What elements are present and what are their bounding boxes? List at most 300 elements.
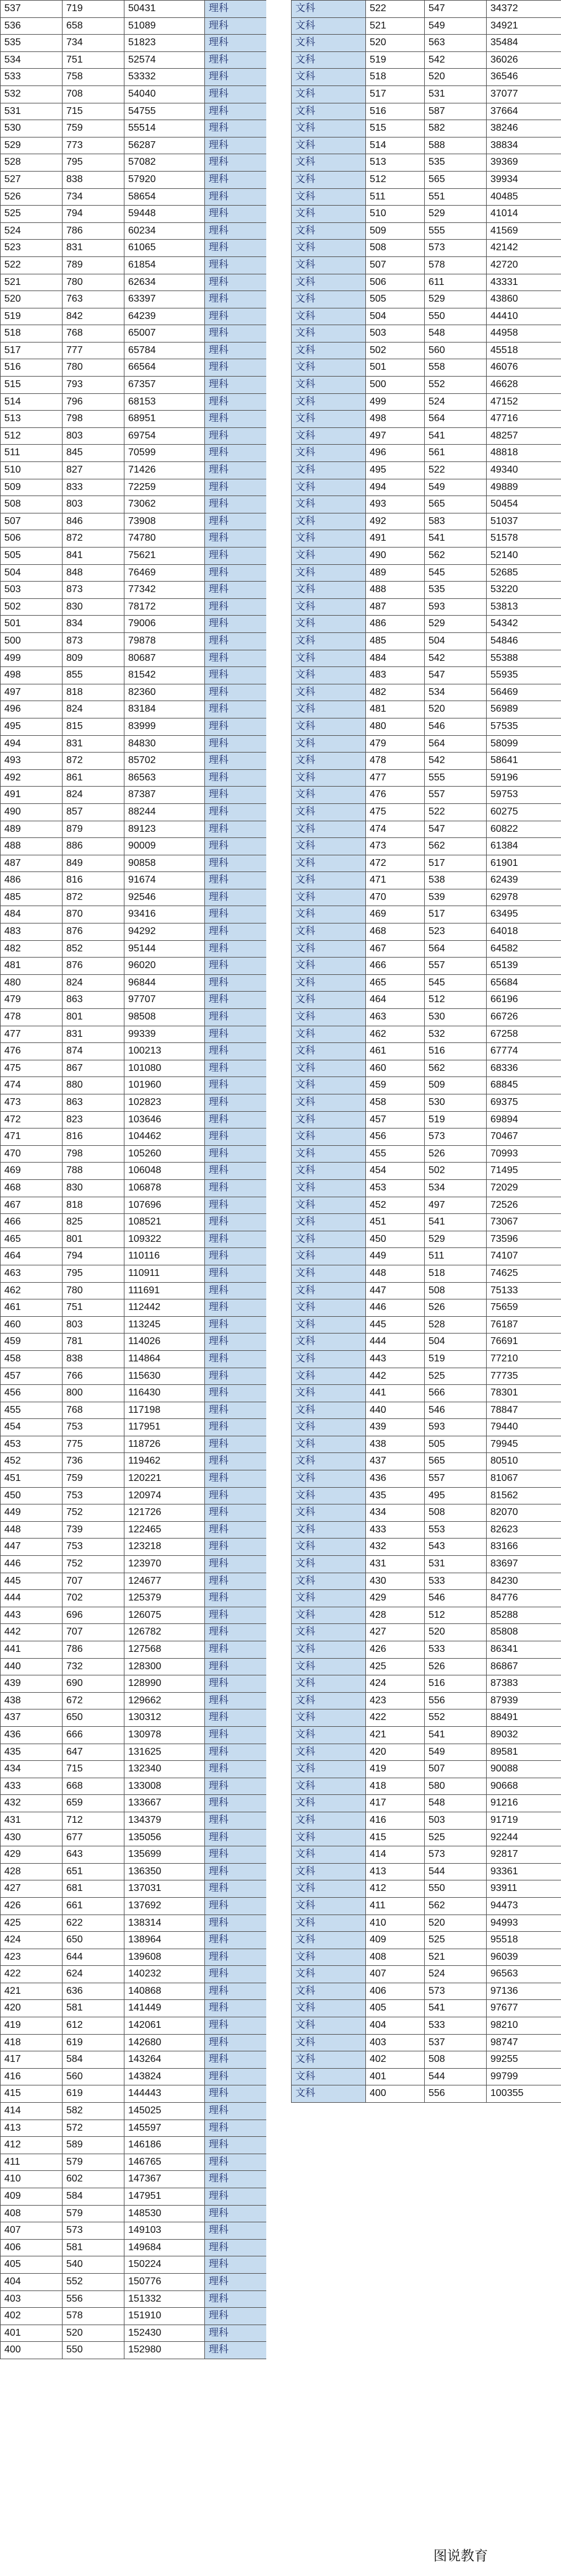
table-cell: 415 <box>1 2085 63 2103</box>
table-cell: 71426 <box>124 462 205 479</box>
table-row <box>292 1504 561 1522</box>
table-cell: 551 <box>425 188 487 206</box>
table-cell: 427 <box>366 1624 425 1641</box>
table-cell: 876 <box>63 958 124 975</box>
table-cell: 125379 <box>124 1590 205 1607</box>
table-row <box>1 598 267 616</box>
table-cell: 707 <box>63 1573 124 1590</box>
track-cell: 文科 <box>292 1197 366 1214</box>
table-cell: 533 <box>1 69 63 86</box>
table-cell: 789 <box>63 256 124 274</box>
table-cell: 96020 <box>124 958 205 975</box>
table-cell: 831 <box>63 735 124 753</box>
track-cell: 文科 <box>292 1624 366 1641</box>
table-row <box>292 1077 561 1094</box>
track-cell: 理科 <box>205 1385 267 1402</box>
table-cell: 557 <box>425 1470 487 1488</box>
table-cell: 146765 <box>124 2154 205 2171</box>
table-cell: 143264 <box>124 2051 205 2069</box>
table-row <box>292 1470 561 1488</box>
table-cell: 584 <box>63 2188 124 2206</box>
table-row <box>1 2051 267 2069</box>
table-cell: 150776 <box>124 2273 205 2290</box>
table-cell: 81542 <box>124 667 205 684</box>
table-cell: 565 <box>425 171 487 188</box>
table-cell: 426 <box>366 1641 425 1659</box>
table-cell: 37664 <box>487 103 561 120</box>
track-cell: 理科 <box>205 684 267 701</box>
table-cell: 484 <box>1 906 63 923</box>
table-row <box>1 2000 267 2017</box>
table-cell: 439 <box>1 1675 63 1693</box>
table-cell: 512 <box>425 992 487 1009</box>
table-row <box>1 1470 267 1488</box>
table-cell: 441 <box>366 1385 425 1402</box>
track-cell: 理科 <box>205 103 267 120</box>
table-cell: 78301 <box>487 1385 561 1402</box>
table-cell: 506 <box>1 530 63 548</box>
table-cell: 409 <box>1 2188 63 2206</box>
table-row <box>1 992 267 1009</box>
table-cell: 495 <box>1 718 63 735</box>
track-cell: 文科 <box>292 1129 366 1146</box>
table-cell: 91674 <box>124 872 205 889</box>
table-cell: 37077 <box>487 85 561 103</box>
table-cell: 751 <box>63 1299 124 1317</box>
track-cell: 理科 <box>205 2051 267 2069</box>
table-row <box>1 1897 267 1915</box>
table-cell: 842 <box>63 308 124 325</box>
table-cell: 863 <box>63 1094 124 1112</box>
track-cell: 文科 <box>292 616 366 633</box>
track-cell: 文科 <box>292 274 366 291</box>
track-cell: 文科 <box>292 684 366 701</box>
table-row <box>1 1556 267 1573</box>
track-cell: 文科 <box>292 564 366 582</box>
table-cell: 89032 <box>487 1726 561 1744</box>
track-cell: 理科 <box>205 735 267 753</box>
table-cell: 79440 <box>487 1419 561 1436</box>
table-row <box>1 240 267 257</box>
table-cell: 486 <box>366 616 425 633</box>
table-cell: 430 <box>366 1573 425 1590</box>
track-cell: 文科 <box>292 530 366 548</box>
table-cell: 65784 <box>124 342 205 359</box>
table-cell: 61065 <box>124 240 205 257</box>
table-row <box>292 787 561 804</box>
track-cell: 理科 <box>205 1299 267 1317</box>
table-cell: 495 <box>425 1487 487 1504</box>
table-cell: 433 <box>366 1521 425 1539</box>
table-row <box>1 1077 267 1094</box>
table-cell: 525 <box>425 1829 487 1846</box>
table-cell: 587 <box>425 103 487 120</box>
track-cell: 文科 <box>292 240 366 257</box>
table-row <box>1 427 267 445</box>
table-cell: 573 <box>63 2222 124 2240</box>
table-row <box>1 855 267 872</box>
track-cell: 文科 <box>292 1932 366 1949</box>
table-cell: 874 <box>63 1043 124 1060</box>
table-cell: 472 <box>1 1111 63 1129</box>
table-row <box>292 650 561 667</box>
table-cell: 477 <box>1 1026 63 1043</box>
table-cell: 106048 <box>124 1163 205 1180</box>
table-row <box>1 188 267 206</box>
table-cell: 581 <box>63 2239 124 2256</box>
table-row <box>1 2222 267 2240</box>
track-cell: 文科 <box>292 1521 366 1539</box>
table-row <box>292 1521 561 1539</box>
table-row <box>1 1709 267 1727</box>
table-row <box>1 889 267 906</box>
table-row <box>292 2000 561 2017</box>
table-cell: 658 <box>63 17 124 35</box>
table-cell: 451 <box>366 1214 425 1231</box>
table-cell: 830 <box>63 598 124 616</box>
track-cell: 文科 <box>292 1949 366 1966</box>
table-row <box>1 548 267 565</box>
table-cell: 786 <box>63 1641 124 1659</box>
table-row <box>292 1590 561 1607</box>
table-row <box>1 821 267 838</box>
table-cell: 504 <box>425 1334 487 1351</box>
table-cell: 79006 <box>124 616 205 633</box>
table-cell: 137692 <box>124 1897 205 1915</box>
table-cell: 44958 <box>487 325 561 343</box>
track-cell: 理科 <box>205 2222 267 2240</box>
track-cell: 文科 <box>292 667 366 684</box>
track-cell: 文科 <box>292 462 366 479</box>
table-cell: 547 <box>425 667 487 684</box>
table-row <box>292 206 561 223</box>
table-cell: 490 <box>366 548 425 565</box>
track-cell: 文科 <box>292 821 366 838</box>
table-cell: 126782 <box>124 1624 205 1641</box>
table-cell: 95518 <box>487 1932 561 1949</box>
table-cell: 96039 <box>487 1949 561 1966</box>
table-row <box>292 120 561 138</box>
table-row <box>1 787 267 804</box>
table-row <box>292 427 561 445</box>
track-cell: 文科 <box>292 1231 366 1248</box>
table-cell: 524 <box>425 393 487 411</box>
table-cell: 708 <box>63 85 124 103</box>
table-cell: 448 <box>366 1265 425 1282</box>
track-cell: 理科 <box>205 1265 267 1282</box>
table-row <box>1 701 267 718</box>
table-cell: 702 <box>63 1590 124 1607</box>
table-cell: 542 <box>425 650 487 667</box>
table-cell: 795 <box>63 1265 124 1282</box>
track-cell: 理科 <box>205 206 267 223</box>
table-cell: 520 <box>425 1915 487 1932</box>
table-cell: 848 <box>63 564 124 582</box>
track-cell: 文科 <box>292 35 366 52</box>
table-cell: 62634 <box>124 274 205 291</box>
table-cell: 69894 <box>487 1111 561 1129</box>
table-cell: 468 <box>1 1179 63 1197</box>
track-cell: 理科 <box>205 1470 267 1488</box>
track-cell: 理科 <box>205 1761 267 1778</box>
track-cell: 文科 <box>292 1863 366 1880</box>
table-cell: 86563 <box>124 769 205 787</box>
table-cell: 477 <box>366 769 425 787</box>
table-cell: 515 <box>1 377 63 394</box>
track-cell: 理科 <box>205 872 267 889</box>
table-cell: 777 <box>63 342 124 359</box>
table-cell: 415 <box>366 1829 425 1846</box>
table-row <box>1 1060 267 1077</box>
table-cell: 521 <box>1 274 63 291</box>
table-cell: 98508 <box>124 1009 205 1026</box>
table-row <box>292 1812 561 1829</box>
table-cell: 83697 <box>487 1556 561 1573</box>
table-cell: 97136 <box>487 1983 561 2000</box>
table-row <box>292 1795 561 1812</box>
table-cell: 465 <box>1 1231 63 1248</box>
table-cell: 524 <box>425 1966 487 1983</box>
table-cell: 85288 <box>487 1607 561 1624</box>
table-row <box>1 1692 267 1709</box>
table-cell: 529 <box>425 291 487 308</box>
track-cell: 文科 <box>292 923 366 941</box>
table-cell: 136350 <box>124 1863 205 1880</box>
table-cell: 73067 <box>487 1214 561 1231</box>
table-cell: 434 <box>1 1761 63 1778</box>
table-cell: 505 <box>425 1436 487 1453</box>
table-cell: 781 <box>63 1334 124 1351</box>
track-cell: 文科 <box>292 940 366 958</box>
table-row <box>1 906 267 923</box>
track-cell: 文科 <box>292 2068 366 2085</box>
table-row <box>292 632 561 650</box>
table-row <box>292 171 561 188</box>
table-cell: 886 <box>63 838 124 855</box>
table-cell: 409 <box>366 1932 425 1949</box>
table-row <box>292 1487 561 1504</box>
track-cell: 理科 <box>205 377 267 394</box>
table-cell: 93911 <box>487 1880 561 1898</box>
track-cell: 理科 <box>205 701 267 718</box>
table-cell: 823 <box>63 1111 124 1129</box>
table-cell: 541 <box>425 1726 487 1744</box>
track-cell: 理科 <box>205 1402 267 1419</box>
table-row <box>292 1299 561 1317</box>
track-cell: 文科 <box>292 548 366 565</box>
track-cell: 文科 <box>292 1487 366 1504</box>
track-cell: 文科 <box>292 1726 366 1744</box>
table-row <box>292 838 561 855</box>
table-cell: 455 <box>366 1145 425 1163</box>
table-cell: 565 <box>425 1453 487 1470</box>
table-cell: 42720 <box>487 256 561 274</box>
table-cell: 578 <box>425 256 487 274</box>
table-cell: 80510 <box>487 1453 561 1470</box>
table-cell: 488 <box>366 582 425 599</box>
table-cell: 92546 <box>124 889 205 906</box>
table-cell: 61901 <box>487 855 561 872</box>
table-cell: 454 <box>366 1163 425 1180</box>
table-cell: 511 <box>425 1248 487 1265</box>
table-cell: 452 <box>1 1453 63 1470</box>
table-row <box>292 992 561 1009</box>
table-cell: 69754 <box>124 427 205 445</box>
table-cell: 142680 <box>124 2034 205 2051</box>
table-row <box>1 513 267 530</box>
table-cell: 139608 <box>124 1949 205 1966</box>
table-row <box>292 154 561 172</box>
table-cell: 857 <box>63 803 124 821</box>
table-row <box>1 667 267 684</box>
table-row <box>292 1897 561 1915</box>
table-row <box>1 35 267 52</box>
track-cell: 理科 <box>205 1983 267 2000</box>
table-cell: 619 <box>63 2085 124 2103</box>
table-cell: 116430 <box>124 1385 205 1402</box>
table-cell: 487 <box>1 855 63 872</box>
table-cell: 60822 <box>487 821 561 838</box>
track-cell: 文科 <box>292 427 366 445</box>
table-cell: 561 <box>425 445 487 462</box>
table-cell: 140232 <box>124 1966 205 1983</box>
table-row <box>1 1043 267 1060</box>
table-cell: 803 <box>63 427 124 445</box>
table-cell: 97677 <box>487 2000 561 2017</box>
track-cell: 文科 <box>292 1385 366 1402</box>
table-cell: 67258 <box>487 1026 561 1043</box>
table-cell: 400 <box>1 2342 63 2359</box>
table-row <box>1 1299 267 1317</box>
track-cell: 理科 <box>205 17 267 35</box>
table-cell: 81562 <box>487 1487 561 1504</box>
table-row <box>1 1829 267 1846</box>
track-cell: 理科 <box>205 1163 267 1180</box>
table-cell: 517 <box>1 342 63 359</box>
track-cell: 理科 <box>205 1077 267 1094</box>
table-cell: 525 <box>1 206 63 223</box>
track-cell: 理科 <box>205 1880 267 1898</box>
track-cell: 文科 <box>292 753 366 770</box>
table-cell: 70467 <box>487 1129 561 1146</box>
table-cell: 501 <box>366 359 425 377</box>
track-cell: 文科 <box>292 1846 366 1864</box>
track-cell: 理科 <box>205 940 267 958</box>
table-row <box>292 377 561 394</box>
table-cell: 78847 <box>487 1402 561 1419</box>
table-cell: 780 <box>63 1282 124 1299</box>
track-cell: 理科 <box>205 1949 267 1966</box>
table-cell: 143824 <box>124 2068 205 2085</box>
table-cell: 96563 <box>487 1966 561 1983</box>
table-row <box>1 1607 267 1624</box>
table-row <box>1 377 267 394</box>
table-cell: 494 <box>366 479 425 496</box>
table-cell: 448 <box>1 1521 63 1539</box>
track-cell: 文科 <box>292 974 366 992</box>
track-cell: 理科 <box>205 1607 267 1624</box>
table-cell: 659 <box>63 1795 124 1812</box>
table-cell: 55935 <box>487 667 561 684</box>
track-cell: 文科 <box>292 2017 366 2035</box>
table-cell: 870 <box>63 906 124 923</box>
track-cell: 文科 <box>292 1966 366 1983</box>
table-row <box>292 2051 561 2069</box>
table-cell: 528 <box>1 154 63 172</box>
table-cell: 458 <box>366 1094 425 1112</box>
table-cell: 464 <box>1 1248 63 1265</box>
table-cell: 504 <box>1 564 63 582</box>
track-cell: 文科 <box>292 325 366 343</box>
track-cell: 文科 <box>292 342 366 359</box>
table-cell: 818 <box>63 1197 124 1214</box>
table-cell: 405 <box>366 2000 425 2017</box>
table-cell: 475 <box>366 803 425 821</box>
table-row <box>292 2085 561 2103</box>
table-cell: 49889 <box>487 479 561 496</box>
table-cell: 481 <box>366 701 425 718</box>
table-cell: 106878 <box>124 1179 205 1197</box>
table-cell: 51089 <box>124 17 205 35</box>
table-cell: 95144 <box>124 940 205 958</box>
table-cell: 463 <box>1 1265 63 1282</box>
table-cell: 522 <box>1 256 63 274</box>
table-cell: 151910 <box>124 2308 205 2325</box>
track-cell: 理科 <box>205 1709 267 1727</box>
table-cell: 530 <box>425 1009 487 1026</box>
table-cell: 512 <box>366 171 425 188</box>
table-cell: 83184 <box>124 701 205 718</box>
table-cell: 453 <box>1 1436 63 1453</box>
table-cell: 445 <box>1 1573 63 1590</box>
track-cell: 理科 <box>205 923 267 941</box>
table-cell: 471 <box>366 872 425 889</box>
footer-watermark-text: 图说教育 <box>433 2548 489 2564</box>
table-cell: 562 <box>425 1060 487 1077</box>
table-cell: 94292 <box>124 923 205 941</box>
track-cell: 理科 <box>205 1539 267 1556</box>
table-cell: 77342 <box>124 582 205 599</box>
table-row <box>292 923 561 941</box>
track-cell: 文科 <box>292 718 366 735</box>
table-cell: 45518 <box>487 342 561 359</box>
table-cell: 557 <box>425 787 487 804</box>
table-cell: 545 <box>425 564 487 582</box>
table-cell: 471 <box>1 1129 63 1146</box>
track-cell: 文科 <box>292 393 366 411</box>
track-cell: 文科 <box>292 1043 366 1060</box>
table-cell: 508 <box>425 1504 487 1522</box>
table-cell: 400 <box>366 2085 425 2103</box>
track-cell: 理科 <box>205 1675 267 1693</box>
table-row <box>292 1248 561 1265</box>
table-row <box>292 940 561 958</box>
table-cell: 734 <box>63 35 124 52</box>
table-cell: 440 <box>366 1402 425 1419</box>
table-row <box>292 1983 561 2000</box>
track-cell: 理科 <box>205 564 267 582</box>
track-cell: 理科 <box>205 462 267 479</box>
table-cell: 38246 <box>487 120 561 138</box>
table-cell: 845 <box>63 445 124 462</box>
table-cell: 766 <box>63 1368 124 1385</box>
table-cell: 428 <box>366 1607 425 1624</box>
table-cell: 58654 <box>124 188 205 206</box>
track-cell: 文科 <box>292 1556 366 1573</box>
table-cell: 68951 <box>124 411 205 428</box>
table-row <box>292 51 561 69</box>
table-cell: 564 <box>425 735 487 753</box>
